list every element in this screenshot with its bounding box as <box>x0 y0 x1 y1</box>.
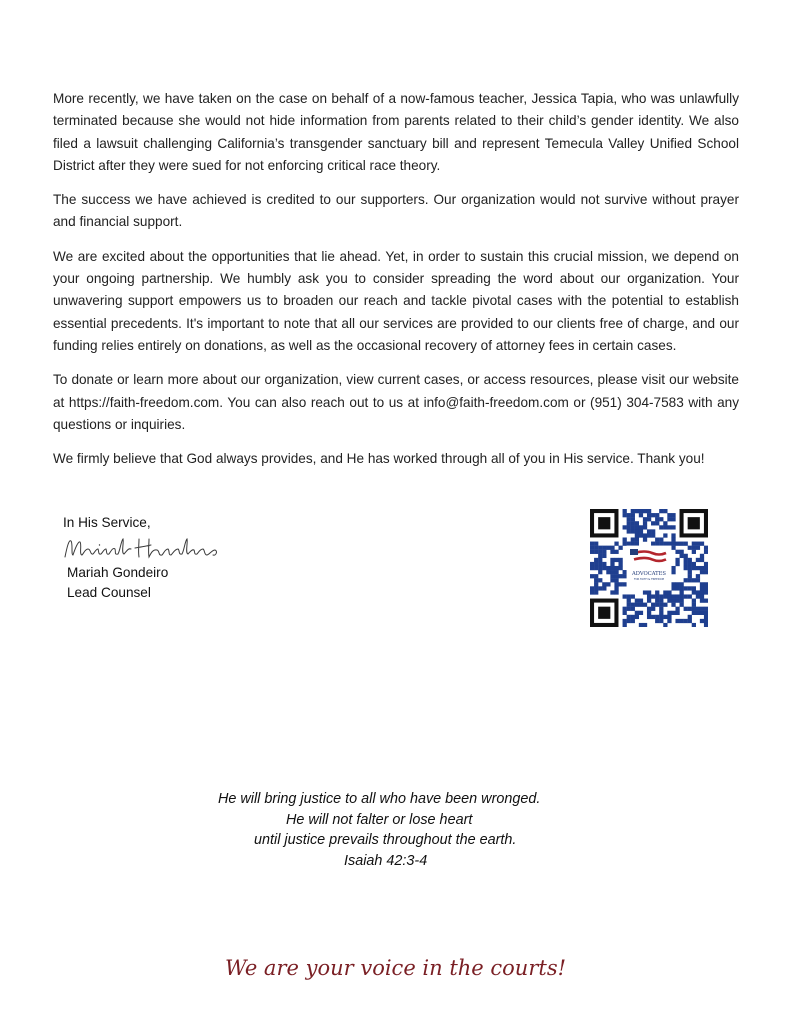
closing-block <box>63 513 283 603</box>
svg-text:FOR FAITH & FREEDOM: FOR FAITH & FREEDOM <box>633 578 665 581</box>
paragraph-partnership: We are excited about the opportunities that lie ahead. Yet, in order to sustain this crucial mission, we depend on your ongoing partnership. We humbly ask you to consider spreading the word about our organization. Your unwavering support empowers us to broaden our reach and tackle pivotal cases with the potential to establish essential precedents. It's important to note that all our services are provided to our clients free of charge, and our funding relies entirely on donations, as well as the occasional recovery of attorney fees in certain cases. <box>53 248 739 353</box>
closing-salutation: In His Service, <box>63 515 151 530</box>
qr-code[interactable] <box>590 509 708 627</box>
signer-title: Lead Counsel <box>67 585 151 600</box>
handwritten-signature <box>61 533 221 563</box>
signer-name: Mariah Gondeiro <box>67 565 169 580</box>
paragraph-thank-you: We firmly believe that God always provides, and He has worked through all of you in His service. Thank you! <box>53 451 705 467</box>
letter-body <box>53 88 739 482</box>
paragraph-supporters: The success we have achieved is credited to our supporters. Our organization would not survive without prayer and financial support. <box>53 192 739 230</box>
scripture-line-1: He will bring justice to all who have been wronged. <box>218 791 541 807</box>
scripture-line-2: He will not falter or lose heart <box>286 811 473 828</box>
footer-motto: We are your voice in the courts! <box>224 956 567 980</box>
svg-text:ADVOCATES: ADVOCATES <box>632 571 666 577</box>
scripture-reference: Isaiah 42:3-4 <box>344 852 428 869</box>
paragraph-recent-cases: More recently, we have taken on the case on behalf of a now-famous teacher, Jessica Tapia, who was unlawfully terminated because she would not hide information from parents related to their child’s gender identity. We also filed a lawsuit challenging California’s transgender sanctuary bill and represent Temecula Valley Unified School District after they were sued for not enforcing critical race theory. <box>53 91 739 173</box>
scripture-line-3: until justice prevails throughout the earth. <box>254 832 517 848</box>
paragraph-contact-info: To donate or learn more about our organization, view current cases, or access resources, please visit our website at https://faith-freedom.com. You can also reach out to us at info@faith-freedom.com or (951) 304-7583 with any questions or inquiries. <box>53 372 739 432</box>
qr-code-graphic <box>590 509 708 627</box>
